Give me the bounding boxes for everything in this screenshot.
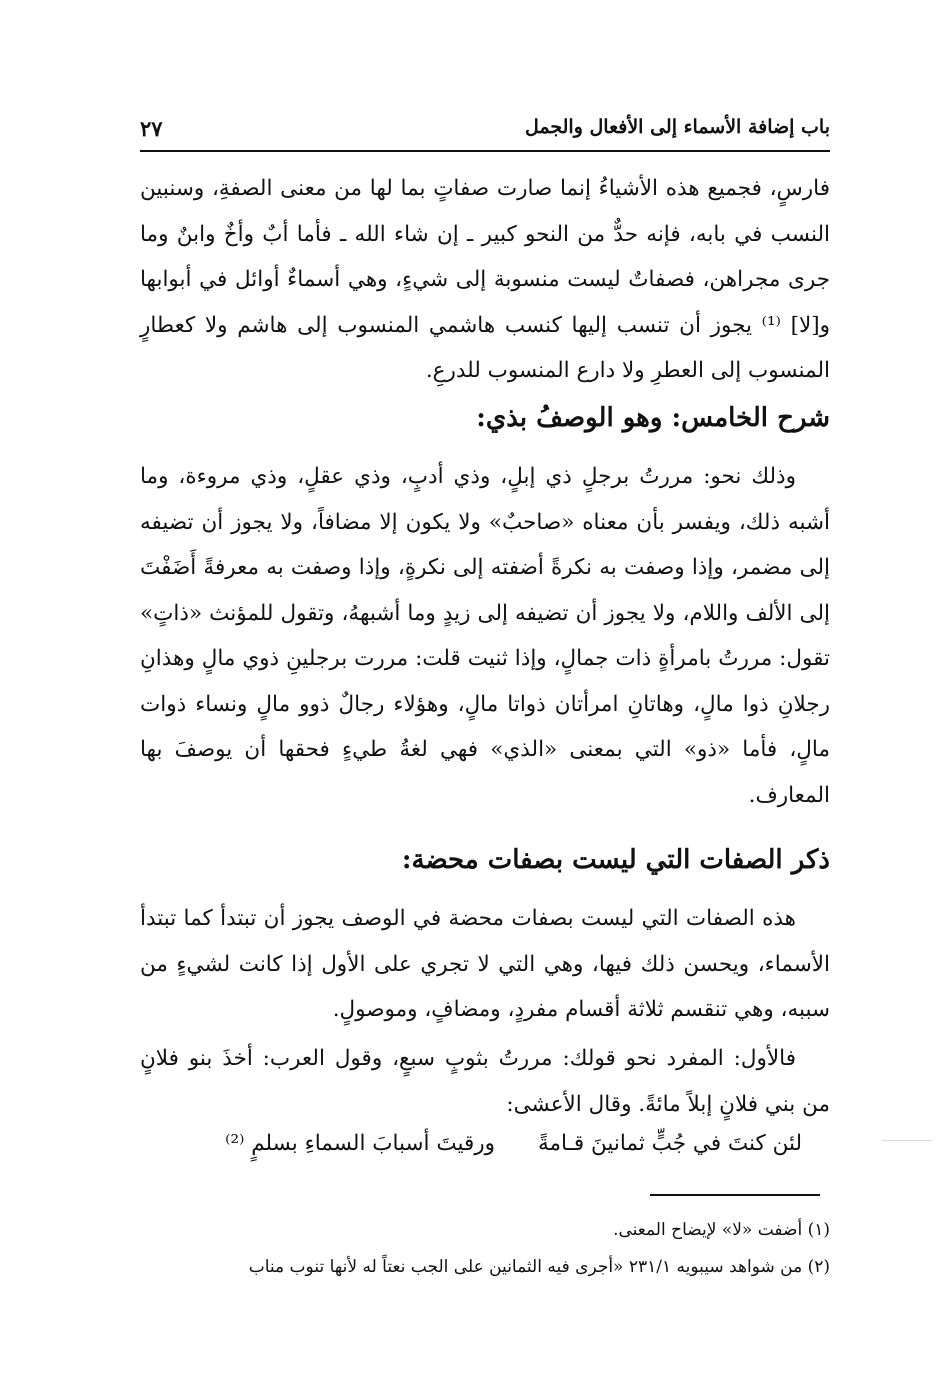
paragraph-singular (140, 1036, 830, 1127)
chapter-title: باب إضافة الأسماء إلى الأفعال والجمل (525, 116, 830, 138)
section-heading-dhi: شرح الخامس: وهو الوصفُ بذي: (476, 403, 830, 433)
header-rule (140, 150, 830, 152)
second-hemistich: ورقيتَ أسبابَ السماءِ بسلمٍ ⁽²⁾ (225, 1131, 495, 1156)
running-header (140, 112, 830, 148)
footnote-rule (650, 1194, 820, 1196)
paragraph-dhi (140, 454, 830, 818)
section-heading-non-pure-adjectives: ذكر الصفات التي ليست بصفات محضة: (401, 845, 830, 875)
footnote-2: (٢) من شواهد سيبويه ٢٣١/١ «أجرى فيه الثمانين على الجب نعتاً له لأنها تنوب مناب (248, 1257, 830, 1277)
first-hemistich: لئن كنتَ في جُبٍّ ثمانينَ قـامةً (538, 1131, 802, 1156)
poetry-verse (140, 1124, 830, 1164)
paragraph-continuation (140, 166, 830, 394)
paragraph-non-pure-adjectives (140, 896, 830, 1033)
paragraph-text: فارسٍ، فجميع هذه الأشياءُ إنما صارت صفاتٍ بما لها من معنى الصفةِ، وسنبين النسب في بابه، فإنه حدٌّ من النحو كبير ـ إن شاء الله ـ فأما أبٌ وأخٌ وابنٌ وما جرى مجراهن، فصفاتٌ ليست منسوبة إلى شيءٍ، وهي أسماءٌ أوائل في أبوابها و[لا] ⁽¹⁾ يجوز أن تنسب إليها كنسب هاشمي المنسوب إلى هاشم ولا كعطارٍ المنسوب إلى العطرِ ولا دارع المنسوب للدرعِ. (140, 176, 830, 383)
footnote-1: (١) أضفت «لا» لإيضاح المعنى. (613, 1220, 830, 1240)
paragraph-text: هذه الصفات التي ليست بصفات محضة في الوصف يجوز أن تبتدأ كما تبتدأ الأسماء، ويحسن ذلك فيها، وهي التي لا تجري على الأول إذا كانت لشيءٍ من سببه، وهي تنقسم ثلاثة أقسام مفردٍ، ومضافٍ، وموصولٍ. (140, 906, 830, 1022)
paragraph-text: وذلك نحو: مررتُ برجلٍ ذي إبلٍ، وذي أدبٍ، وذي عقلٍ، وذي مروءة، وما أشبه ذلك، ويفسر بأن معناه «صاحبٌ» ولا يكون إلا مضافاً، ولا يجوز أن تضيفه إلى مضمر، وإذا وصفت به نكرةً أضفته إلى نكرةٍ، وإذا وصفت به معرفةً أَضَفْتَ إلى الألف واللام، ولا يجوز أن تضيفه إلى زيدٍ وما أشبههُ، وتقول للمؤنث «ذاتٍ» تقول: مررتُ بامرأةٍ ذات جمالٍ، وإذا ثنيت قلت: مررت برجلينِ ذوي مالٍ وهذانِ رجلانِ ذوا مالٍ، وهاتانِ امرأتان ذواتا مالٍ، وهؤلاء رجالٌ ذوو مالٍ ونساء ذوات مالٍ، فأما «ذو» التي بمعنى «الذي» فهي لغةُ طيءٍ فحقها أن يوصفَ بها المعارف. (140, 464, 830, 808)
margin-mark (882, 1140, 932, 1141)
footnotes (140, 1212, 830, 1286)
paragraph-text: فالأول: المفرد نحو قولك: مررتُ بثوبٍ سبعٍ، وقول العرب: أخذَ بنو فلانٍ من بني فلانٍ إبلاً مائةً. وقال الأعشى: (140, 1046, 830, 1117)
page-number: ٢٧ (140, 116, 163, 141)
